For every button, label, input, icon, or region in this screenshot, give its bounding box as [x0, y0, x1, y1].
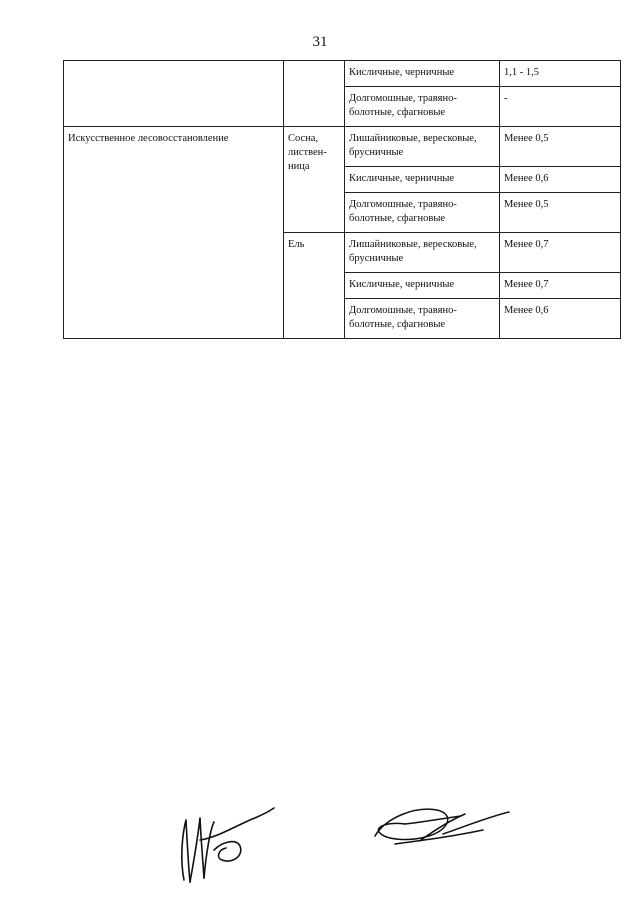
forest-type-cell: Кисличные, черничные [345, 61, 500, 87]
forest-type-cell: Кисличные, черничные [345, 273, 500, 299]
page-number: 31 [312, 34, 328, 50]
forest-type-cell: Кисличные, черничные [345, 167, 500, 193]
forest-type-cell: Долгомошные, травяно-болотные, сфагновые [345, 193, 500, 233]
value-cell: Менее 0,7 [500, 233, 621, 273]
table-row [64, 61, 621, 87]
value-cell: Менее 0,6 [500, 299, 621, 339]
method-cell: Искусственное лесовосстановление [64, 127, 284, 339]
value-cell: Менее 0,5 [500, 193, 621, 233]
table-row [64, 127, 621, 167]
forest-type-cell: Долгомошные, травяно-болотные, сфагновые [345, 299, 500, 339]
forest-table [63, 60, 621, 339]
forest-type-cell: Лишайниковые, вересковые, брусничные [345, 233, 500, 273]
signature-right [365, 800, 515, 860]
method-cell-empty [64, 61, 284, 127]
value-cell: Менее 0,5 [500, 127, 621, 167]
value-cell: Менее 0,7 [500, 273, 621, 299]
value-cell: 1,1 - 1,5 [500, 61, 621, 87]
forest-type-cell: Лишайниковые, вересковые, брусничные [345, 127, 500, 167]
signature-left [170, 800, 280, 890]
value-cell: - [500, 87, 621, 127]
species-cell: Ель [284, 233, 345, 339]
forest-type-cell: Долгомошные, травяно-болотные, сфагновые [345, 87, 500, 127]
species-cell: Сосна, листвен-ница [284, 127, 345, 233]
species-cell-empty [284, 61, 345, 127]
value-cell: Менее 0,6 [500, 167, 621, 193]
